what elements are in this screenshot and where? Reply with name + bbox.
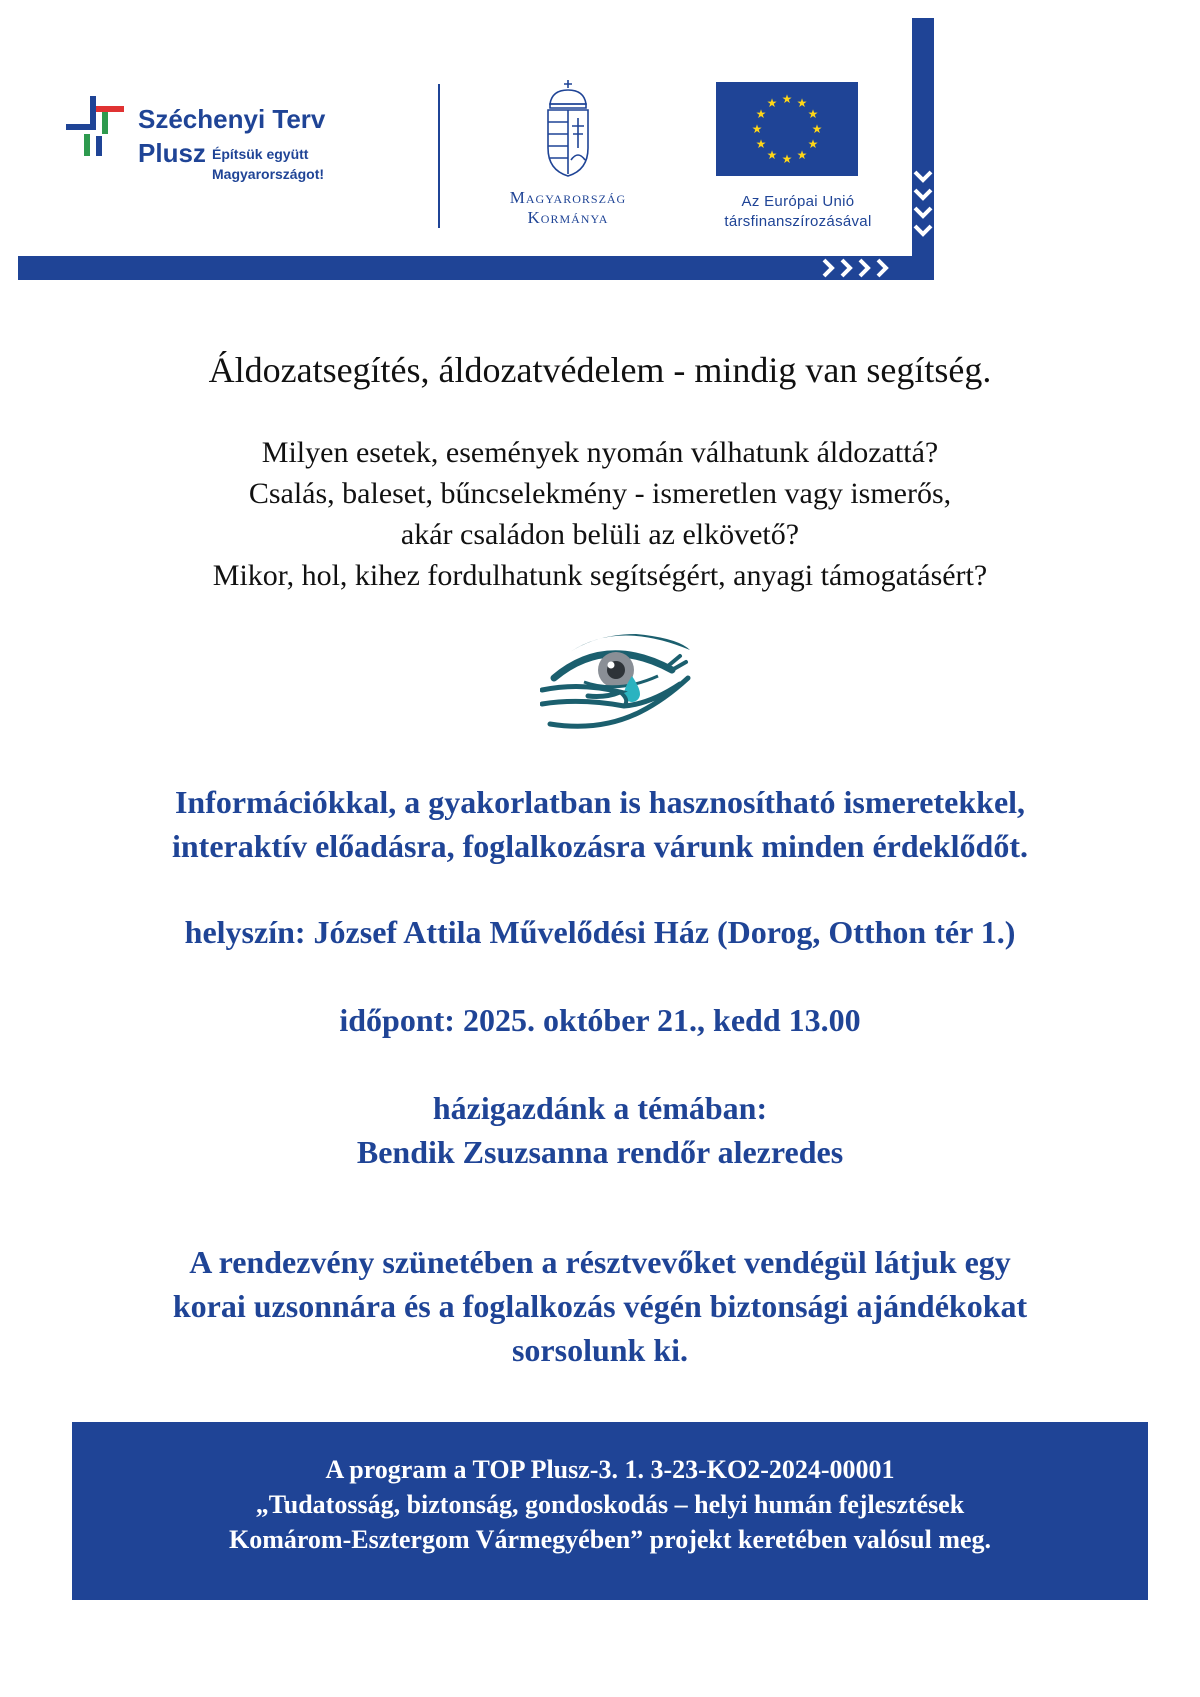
eu-star-icon: ★ — [751, 122, 763, 136]
eu-star-icon: ★ — [781, 152, 793, 166]
intro-line: Milyen esetek, események nyomán válhatunk áldozattá? — [261, 436, 939, 469]
szechenyi-plus-logo-icon — [66, 96, 126, 156]
eu-star-icon: ★ — [755, 107, 767, 121]
event-location: helyszín: József Attila Művelődési Ház (Dorog, Otthon tér 1.) — [184, 914, 1016, 950]
intro-line: akár családon belüli az elkövető? — [400, 518, 800, 551]
szechenyi-slogan — [212, 144, 324, 185]
slogan-line-1: Építsük együtt — [212, 146, 309, 162]
eu-star-icon: ★ — [807, 107, 819, 121]
eu-flag-icon — [716, 82, 858, 176]
program-footer-box — [72, 1422, 1148, 1600]
eu-line-2: társfinanszírozásával — [724, 212, 872, 230]
snack-line: korai uzsonnára és a foglalkozás végén biztonsági ajándékokat — [172, 1288, 1028, 1324]
event-host — [0, 1086, 1200, 1174]
intro-line: Csalás, baleset, bűncselekmény - ismeretlen vagy ismerős, — [248, 477, 952, 510]
eu-text — [698, 192, 898, 231]
invitation-line: interaktív előadásra, foglalkozásra várunk minden érdeklődőt. — [171, 828, 1028, 864]
eu-star-icon: ★ — [781, 92, 793, 106]
event-time: időpont: 2025. október 21., kedd 13.00 — [339, 1002, 861, 1038]
eu-star-icon: ★ — [807, 137, 819, 151]
header-divider — [438, 84, 440, 228]
government-line-1: Magyarország — [509, 188, 627, 207]
crying-eye-hand-icon — [540, 628, 692, 738]
program-footer-text — [72, 1452, 1148, 1557]
hungarian-coat-of-arms-icon — [538, 78, 598, 178]
government-text — [478, 188, 658, 229]
footer-line: A program a TOP Plusz-3. 1. 3-23-KO2-2024-00001 — [325, 1455, 895, 1484]
snack-line: A rendezvény szünetében a résztvevőket vendégül látjuk egy — [189, 1244, 1011, 1280]
banner-bottom-stripe — [18, 256, 934, 280]
footer-line: „Tudatosság, biztonság, gondoskodás – helyi humán fejlesztések — [255, 1490, 965, 1519]
eu-star-icon: ★ — [796, 96, 808, 111]
eu-star-icon: ★ — [766, 96, 778, 111]
bottom-chevrons-icon — [820, 256, 910, 280]
slogan-line-2: Magyarországot! — [212, 166, 325, 183]
eu-star-icon: ★ — [811, 122, 823, 136]
footer-line: Komárom-Esztergom Vármegyében” projekt keretében valósul meg. — [228, 1525, 992, 1554]
eu-logo — [698, 82, 908, 232]
szechenyi-logo — [66, 76, 386, 226]
eu-star-icon: ★ — [796, 147, 808, 162]
host-name: Bendik Zsuzsanna rendőr alezredes — [356, 1134, 844, 1170]
side-chevrons-icon — [912, 168, 934, 248]
eu-flag — [716, 82, 858, 176]
snack-line: sorsolunk ki. — [511, 1332, 689, 1368]
eu-line-1: Az Európai Unió — [741, 193, 855, 210]
intro-line: Mikor, hol, kihez fordulhatunk segítségért, anyagi támogatásért? — [212, 559, 988, 592]
invitation-line: Információkkal, a gyakorlatban is hasznosítható ismeretekkel, — [174, 784, 1026, 820]
szechenyi-plus: Plusz — [138, 138, 206, 168]
eu-star-icon: ★ — [766, 147, 778, 162]
government-line-2: Kormánya — [527, 208, 609, 228]
szechenyi-title: Széchenyi Terv — [138, 104, 326, 134]
government-logo — [478, 78, 658, 238]
header-banner — [18, 18, 934, 280]
intro-questions — [0, 432, 1200, 596]
eu-star-icon: ★ — [755, 137, 767, 151]
invitation-text — [0, 780, 1200, 868]
page-heading: Áldozatsegítés, áldozatvédelem - mindig van segítség. — [208, 350, 992, 390]
host-label: házigazdánk a témában: — [432, 1090, 768, 1126]
snack-info — [0, 1240, 1200, 1372]
